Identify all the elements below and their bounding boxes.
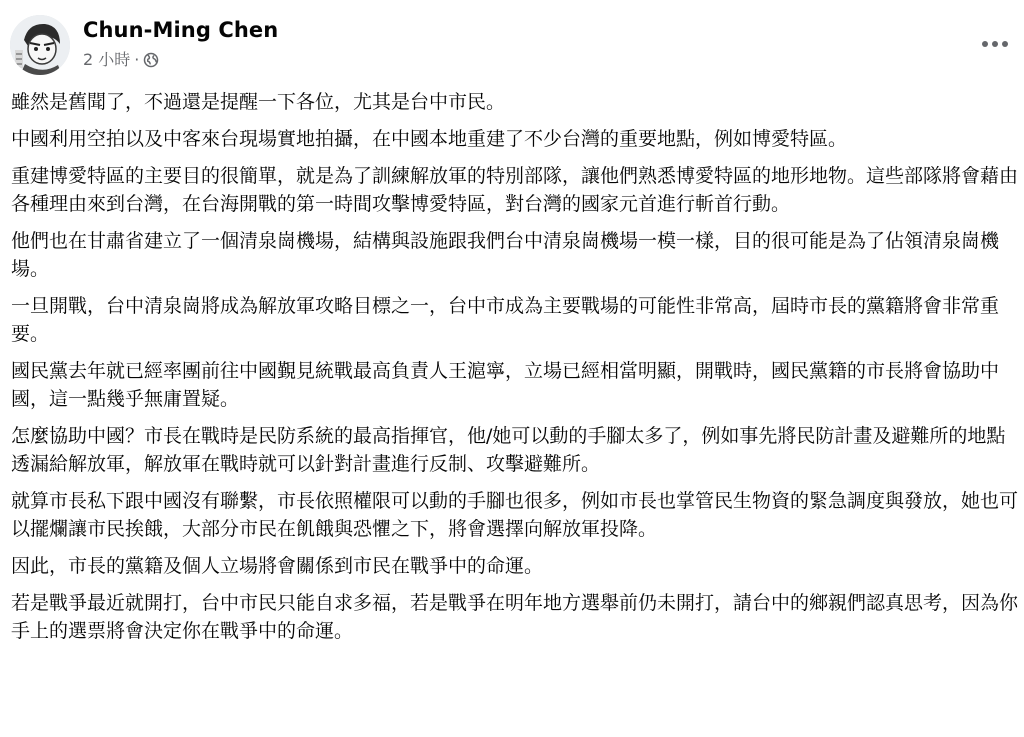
meta-separator: · <box>134 50 140 69</box>
post-paragraph: 就算市長私下跟中國沒有聯繫，市長依照權限可以動的手腳也很多，例如市長也掌管民生物資的緊急調度與發放，她也可以擺爛讓市民挨餓，大部分市民在飢餓與恐懼之下，將會選擇向解放軍投降。 <box>11 490 1019 540</box>
more-options-button[interactable] <box>972 26 1018 62</box>
globe-icon[interactable] <box>143 52 159 68</box>
post-paragraph: 重建博愛特區的主要目的很簡單，就是為了訓練解放軍的特別部隊，讓他們熟悉博愛特區的地形地物。這些部隊將會藉由各種理由來到台灣，在台海開戰的第一時間攻擊博愛特區，對台灣的國家元首進行斬首行動。 <box>11 165 1019 215</box>
post-header <box>0 0 1024 86</box>
post-paragraph: 國民黨去年就已經率團前往中國覲見統戰最高負責人王滬寧，立場已經相當明顯，開戰時，國民黨籍的市長將會協助中國，這一點幾乎無庸置疑。 <box>11 360 1000 410</box>
post-time[interactable]: 2 小時 <box>83 50 131 69</box>
post-paragraph: 中國利用空拍以及中客來台現場實地拍攝，在中國本地重建了不少台灣的重要地點，例如博愛特區。 <box>11 128 848 150</box>
more-dot-icon <box>1002 41 1008 47</box>
more-dot-icon <box>982 41 988 47</box>
avatar-image <box>10 15 70 75</box>
post-paragraph: 怎麼協助中國？市長在戰時是民防系統的最高指揮官，他/她可以動的手腳太多了，例如事先將民防計畫及避難所的地點透漏給解放軍，解放軍在戰時就可以針對計畫進行反制、攻擊避難所。 <box>11 425 1006 475</box>
author-name[interactable]: Chun-Ming Chen <box>83 18 279 42</box>
post-paragraph: 因此，市長的黨籍及個人立場將會關係到市民在戰爭中的命運。 <box>11 555 544 577</box>
author-avatar[interactable] <box>10 15 70 75</box>
post-body <box>11 88 1019 654</box>
more-dot-icon <box>992 41 998 47</box>
post-paragraph: 若是戰爭最近就開打，台中市民只能自求多福，若是戰爭在明年地方選舉前仍未開打，請台中的鄉親們認真思考，因為你手上的選票將會決定你在戰爭中的命運。 <box>11 592 1019 642</box>
post-paragraph: 他們也在甘肅省建立了一個清泉崗機場，結構與設施跟我們台中清泉崗機場一模一樣，目的很可能是為了佔領清泉崗機場。 <box>11 230 1000 280</box>
post-meta <box>83 49 159 71</box>
post-paragraph: 雖然是舊聞了，不過還是提醒一下各位，尤其是台中市民。 <box>11 91 506 113</box>
post-paragraph: 一旦開戰，台中清泉崗將成為解放軍攻略目標之一，台中市成為主要戰場的可能性非常高，屆時市長的黨籍將會非常重要。 <box>11 295 1000 345</box>
